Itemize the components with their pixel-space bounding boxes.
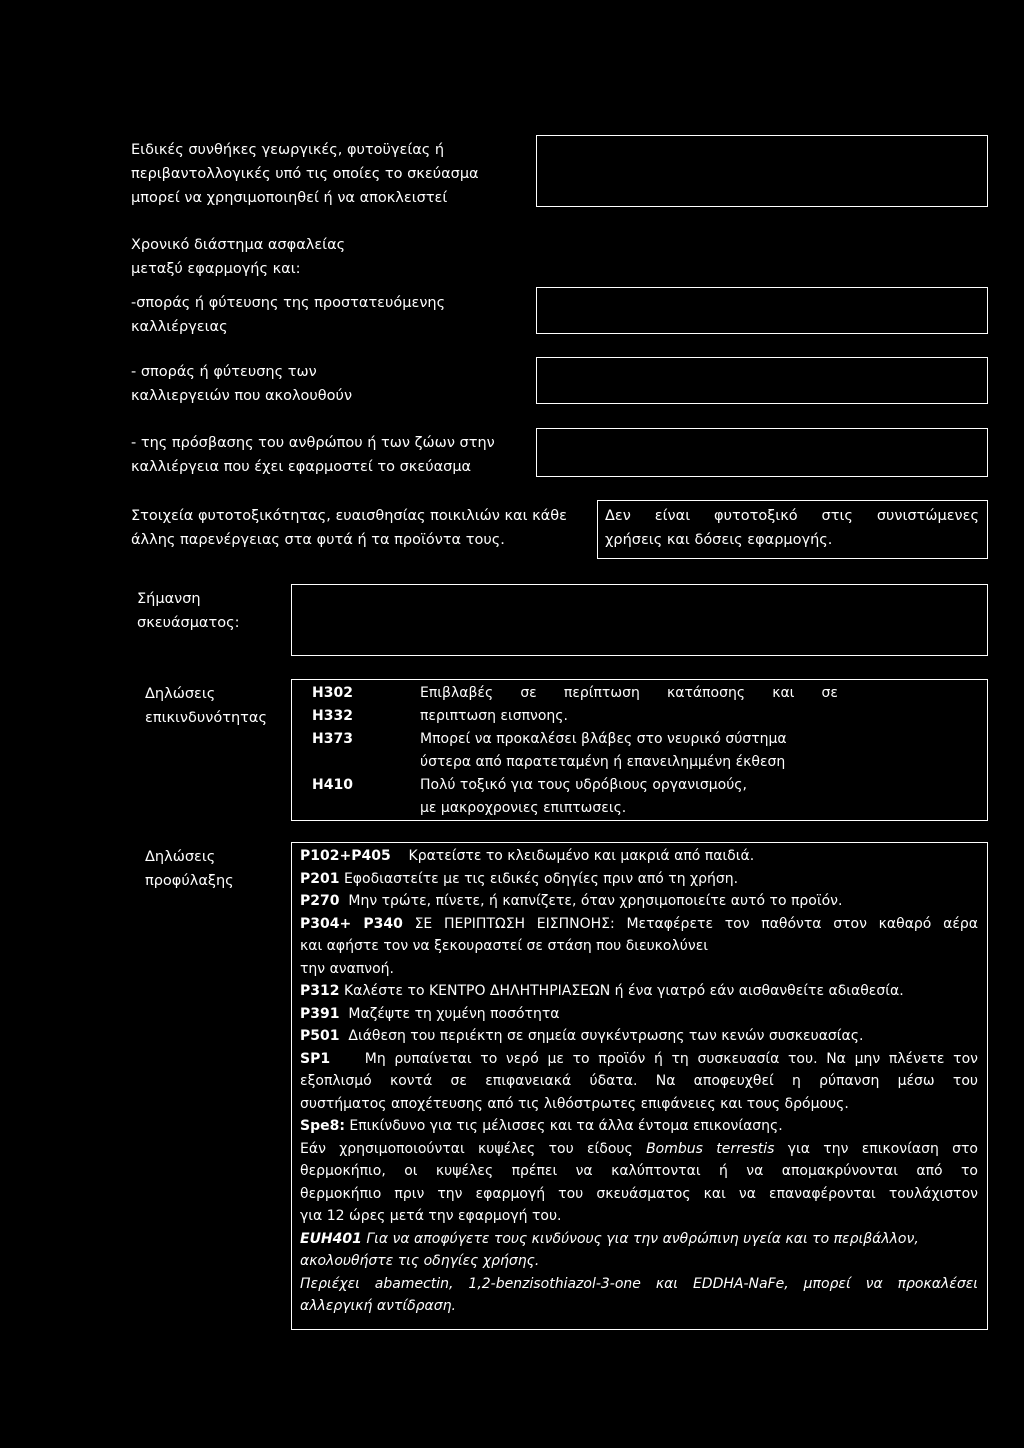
access-label [131, 431, 495, 479]
precaution-bumble-line-3: θερμοκήπιο πριν την εφαρμογή του σκευάσματος και να επαναφέρονται τουλάχιστον [300, 1185, 978, 1202]
hazard-code-h373: H373 [312, 731, 353, 747]
euh401-code: EUH401 [300, 1230, 362, 1247]
crop-interval-line-1: -σποράς ή φύτευσης της προστατευόμενης [131, 295, 446, 311]
p270-code: P270 [300, 893, 340, 909]
p312-code: P312 [300, 983, 340, 999]
conditions-line-1: Ειδικές συνθήκες γεωργικές, φυτοϋγείας ή [131, 142, 445, 158]
precaution-p201 [300, 868, 978, 891]
sp1-code: SP1 [300, 1050, 331, 1067]
labeling-line-2: σκευάσματος: [137, 615, 240, 631]
next-crops-line-2: καλλιεργειών που ακολουθούν [131, 388, 353, 404]
p312-text: Καλέστε το ΚΕΝΤΡΟ ΔΗΛΗΤΗΡΙΑΣΕΩΝ ή ένα γιατρό εάν αισθανθείτε αδιαθεσία. [343, 983, 904, 999]
precaution-contains-line-1 [300, 1273, 978, 1296]
phytotoxicity-value-line-1: Δεν είναι φυτοτοξικό στις συνιστώμενες [605, 508, 979, 524]
phytotoxicity-value-line-2: χρήσεις και δόσεις εφαρμογής. [605, 532, 833, 548]
conditions-label [131, 138, 479, 210]
hazard-text-4: ύστερα από παρατεταμένη ή επανειλημμένη έκθεση [420, 754, 786, 770]
phytotoxicity-label-line-2: άλλης παρενέργειας στα φυτά ή τα προϊόντα τους. [131, 532, 505, 548]
p501-text: Διάθεση του περιέκτη σε σημεία συγκέντρωσης των κενών συσκευασίας. [348, 1028, 864, 1044]
p304-code: P304+ P340 [300, 915, 403, 932]
phytotoxicity-value-box [597, 500, 988, 559]
precaution-p102 [300, 845, 978, 868]
hazard-text-1 [420, 682, 838, 705]
p201-text: Εφοδιαστείτε με τις ειδικές οδηγίες πριν από τη χρήση. [343, 870, 739, 887]
contains-text-1: Περιέχει abamectin, 1,2-benzisothiazol-3-one και EDDHA-NaFe, μπορεί να προκαλέσει [300, 1275, 978, 1292]
safety-interval-line-1: Χρονικό διάστημα ασφαλείας [131, 237, 346, 253]
spe8-text: Επικίνδυνο για τις μέλισσες και τα άλλα έντομα επικονίασης. [349, 1118, 783, 1134]
precaution-sp1-line-2: εξοπλισμό κοντά σε επιφανειακά ύδατα. Να αποφευχθεί η ρύπανση μέσω του [300, 1073, 978, 1089]
phytotoxicity-label [131, 504, 567, 552]
bumble-species: Bombus terrestis [646, 1140, 775, 1157]
labeling-line-1: Σήμανση [137, 591, 201, 607]
precaution-p501 [300, 1025, 978, 1048]
conditions-value-box [536, 135, 988, 207]
hazard-text-6: με μακροχρονιες επιπτωσεις. [420, 800, 627, 816]
conditions-line-2: περιβαντολλογικές υπό τις οποίες το σκεύασμα [131, 166, 479, 182]
precaution-bumble-line-1 [300, 1138, 978, 1161]
hazard-text-3: Μπορεί να προκαλέσει βλάβες στο νευρικό σύστημα [420, 731, 787, 747]
hazard-label-line-1: Δηλώσεις [145, 686, 216, 702]
contains-text-2: αλλεργική αντίδραση. [300, 1298, 456, 1314]
sp1-text-1: Μη ρυπαίνεται το νερό με το προϊόν ή τη συσκευασία του. Να μην πλένετε τον [364, 1050, 978, 1067]
hazard-text-2: περιπτωση εισπνοης. [420, 708, 568, 724]
precaution-label [145, 845, 234, 893]
spe8-code: Spe8: [300, 1118, 345, 1134]
hazard-text-5: Πολύ τοξικό για τους υδρόβιους οργανισμούς, [420, 777, 747, 793]
conditions-line-3: μπορεί να χρησιμοποιηθεί ή να αποκλειστεί [131, 190, 448, 206]
precaution-sp1-line-3: συστήματος αποχέτευσης από τις λιθόστρωτες επιφάνειες και τους δρόμους. [300, 1095, 849, 1112]
hazard-text-line-1: Επιβλαβές σε περίπτωση κατάποσης και σε [420, 685, 838, 701]
phytotoxicity-value [605, 504, 979, 552]
bumble-text-1a: Εάν χρησιμοποιούνται κυψέλες του είδους [300, 1140, 633, 1157]
p501-code: P501 [300, 1028, 340, 1044]
precaution-euh401-line-2 [300, 1250, 978, 1273]
precaution-bumble-line-2: θερμοκήπιο, οι κυψέλες πρέπει να καλύπτονται ή να απομακρύνονται από το [300, 1163, 978, 1179]
p102-text: Κρατείστε το κλειδωμένο και μακριά από παιδιά. [408, 848, 755, 864]
hazard-label-line-2: επικινδυνότητας [145, 710, 267, 726]
next-crops-line-1: - σποράς ή φύτευσης των [131, 364, 317, 380]
precaution-label-line-2: προφύλαξης [145, 873, 234, 889]
hazard-code-h410: H410 [312, 777, 353, 793]
crop-interval-box [536, 287, 988, 334]
precaution-text [300, 845, 978, 1318]
precaution-p304-line-1 [300, 913, 978, 936]
precaution-p304-line-3: την αναπνοή. [300, 960, 394, 977]
phytotoxicity-label-line-1: Στοιχεία φυτοτοξικότητας, ευαισθησίας ποικιλιών και κάθε [131, 508, 567, 524]
precaution-p312 [300, 980, 978, 1003]
p304-text-1: ΣΕ ΠΕΡΙΠΤΩΣΗ ΕΙΣΠΝΟΗΣ: Μεταφέρετε τον παθόντα στον καθαρό αέρα [414, 915, 979, 932]
access-line-1: - της πρόσβασης του ανθρώπου ή των ζώων στην [131, 435, 495, 451]
hazard-code-h302: H302 [312, 685, 353, 701]
labeling-label [137, 587, 240, 635]
next-crops-label [131, 360, 352, 408]
precaution-euh401-line-1 [300, 1228, 978, 1251]
access-line-2: καλλιέργεια που έχει εφαρμοστεί το σκεύασμα [131, 459, 472, 475]
euh401-text-2: ακολουθήστε τις οδηγίες χρήσης. [300, 1253, 540, 1269]
euh401-text-1: Για να αποφύγετε τους κινδύνους για την ανθρώπινη υγεία και το περιβάλλον, [366, 1230, 919, 1247]
bumble-text-1b: για την επικονίαση στο [787, 1140, 978, 1157]
precaution-p391 [300, 1003, 978, 1026]
p270-text: Μην τρώτε, πίνετε, ή καπνίζετε, όταν χρησιμοποιείτε αυτό το προϊόν. [348, 893, 843, 909]
precaution-p270 [300, 890, 978, 913]
safety-interval-label [131, 233, 345, 281]
precaution-contains-line-2 [300, 1295, 978, 1318]
safety-interval-line-2: μεταξύ εφαρμογής και: [131, 261, 301, 277]
precaution-spe8 [300, 1115, 978, 1138]
p102-code: P102+P405 [300, 848, 391, 864]
p391-text: Μαζέψτε τη χυμένη ποσότητα [348, 1005, 560, 1022]
hazard-code-h332: H332 [312, 708, 353, 724]
precaution-p304-line-2: και αφήστε τον να ξεκουραστεί σε στάση που διευκολύνει [300, 938, 709, 954]
precaution-label-line-1: Δηλώσεις [145, 849, 216, 865]
next-crops-box [536, 357, 988, 404]
p391-code: P391 [300, 1005, 340, 1022]
access-box [536, 428, 988, 477]
labeling-box [291, 584, 988, 656]
precaution-sp1-line-1 [300, 1048, 978, 1071]
hazard-label [145, 682, 267, 730]
precaution-bumble-line-4: για 12 ώρες μετά την εφαρμογή του. [300, 1208, 562, 1224]
crop-interval-line-2: καλλιέργειας [131, 319, 228, 335]
p201-code: P201 [300, 870, 340, 887]
crop-interval-label [131, 291, 445, 339]
